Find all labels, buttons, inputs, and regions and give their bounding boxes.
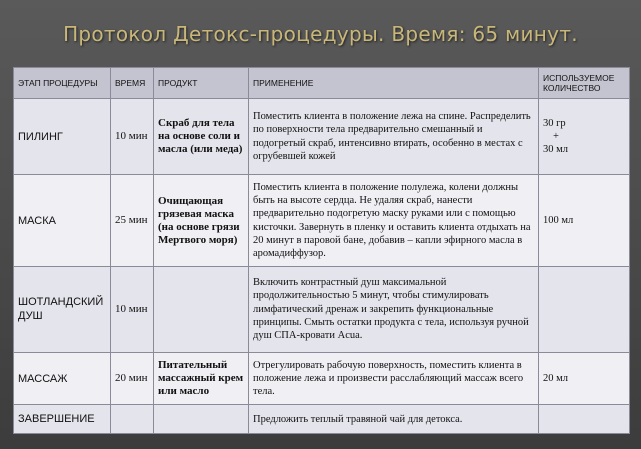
table-row [14, 175, 630, 267]
application-cell: Предложить теплый травяной чай для детокса. [249, 405, 539, 434]
header-stage: ЭТАП ПРОЦЕДУРЫ [14, 68, 111, 99]
time-cell: 10 мин [111, 267, 154, 353]
amount-plus: + [553, 131, 559, 143]
time-cell: 25 мин [111, 175, 154, 267]
time-cell: 20 мин [111, 352, 154, 405]
product-cell: Очищающая грязевая маска (на основе грязи Мертвого моря) [154, 175, 249, 267]
product-cell: Питательный массажный крем или масло [154, 352, 249, 405]
header-time: ВРЕМЯ [111, 68, 154, 99]
stage-cell: ПИЛИНГ [14, 99, 111, 175]
header-application: ПРИМЕНЕНИЕ [249, 68, 539, 99]
slide-title: Протокол Детокс-процедуры. Время: 65 минут. [63, 22, 578, 46]
application-cell: Отрегулировать рабочую поверхность, поместить клиента в положение лежа и произвести расслабляющий массаж всего тела. [249, 352, 539, 405]
application-cell: Включить контрастный душ максимальной продолжительностью 5 минут, чтобы стимулировать лимфатический дренаж и закрепить функциональные принципы. Смыть остатки продукта с тела, используя ручной душ СПА-кровати Acua. [249, 267, 539, 353]
amount-line-2: 30 мл [543, 144, 569, 156]
amount-cell [539, 405, 630, 434]
table-row [14, 99, 630, 175]
amount-cell: 100 мл [539, 175, 630, 267]
stage-cell: МАСКА [14, 175, 111, 267]
table-header-row [14, 68, 630, 99]
stage-cell: ШОТЛАНДСКИЙ ДУШ [14, 267, 111, 353]
time-cell [111, 405, 154, 434]
amount-cell [539, 267, 630, 353]
amount-cell: 20 мл [539, 352, 630, 405]
stage-cell: ЗАВЕРШЕНИЕ [14, 405, 111, 434]
table-row [14, 267, 630, 353]
product-cell [154, 405, 249, 434]
product-cell: Скраб для тела на основе соли и масла (или меда) [154, 99, 249, 175]
table-row [14, 405, 630, 434]
stage-cell: МАССАЖ [14, 352, 111, 405]
procedure-table [13, 67, 630, 434]
product-cell [154, 267, 249, 353]
header-amount: ИСПОЛЬЗУЕМОЕ КОЛИЧЕСТВО [539, 68, 630, 99]
application-cell: Поместить клиента в положение лежа на спине. Распределить по поверхности тела предварительно смешанный и подогретый скраб, интенсивно втирать, особенно в местах с огрубевшей кожей [249, 99, 539, 175]
amount-line-1: 30 гр [543, 118, 566, 130]
application-cell: Поместить клиента в положение полулежа, колени должны быть на высоте сердца. Не удаляя скраб, нанести предварительно подогретую маску руками или с помощью кисточки. Завернуть в пленку и оставить клиента отдыхать на 20 минут в паровой бане, добавив – капли эфирного масла в аромадиффузор. [249, 175, 539, 267]
amount-cell [539, 99, 630, 175]
time-cell: 10 мин [111, 99, 154, 175]
header-product: ПРОДУКТ [154, 68, 249, 99]
table-row [14, 352, 630, 405]
